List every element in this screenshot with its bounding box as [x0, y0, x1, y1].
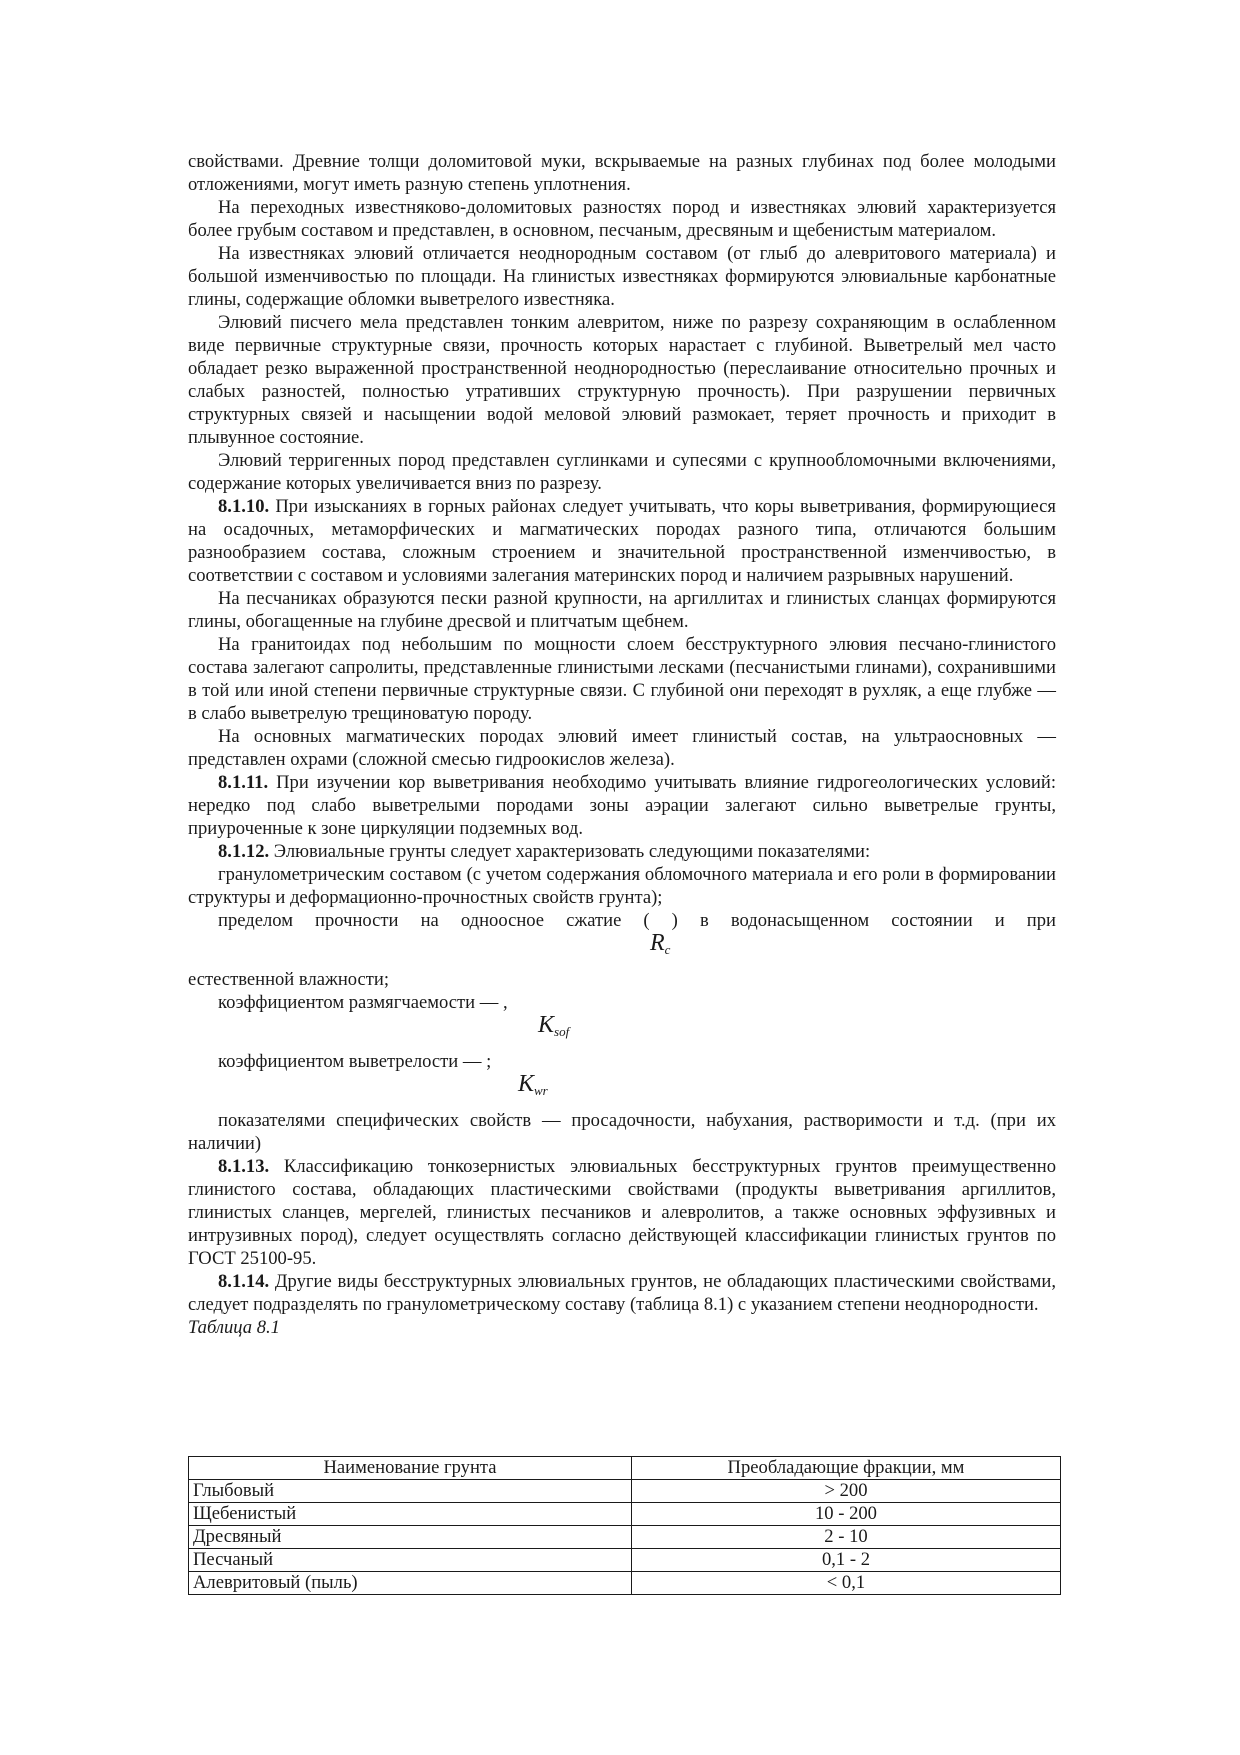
- table-row: [189, 1526, 1061, 1549]
- table-header: Преобладающие фракции, мм: [632, 1457, 1061, 1480]
- table-header: Наименование грунта: [189, 1457, 632, 1480]
- document-body: [188, 150, 1056, 1339]
- section-8-1-10: [188, 495, 1056, 587]
- table-cell: Дресвяный: [189, 1526, 632, 1549]
- formula-row: [188, 1014, 1056, 1050]
- formula-kwr: $K_{wr}$: [518, 1071, 548, 1098]
- table-cell: Алевритовый (пыль): [189, 1572, 632, 1595]
- paragraph: На переходных известняково-доломитовых разностях пород и известняках элювий характеризуется более грубым составом и представлен, в основном, песчаным, дресвяным и щебенистым материалом.: [188, 197, 1056, 241]
- section-8-1-13: [188, 1155, 1056, 1270]
- paragraph: показателями специфических свойств — просадочности, набухания, растворимости и т.д. (при их наличии): [188, 1110, 1056, 1154]
- fractions-table: [188, 1456, 1061, 1595]
- section-number: 8.1.10.: [218, 496, 270, 517]
- table-row: [189, 1503, 1061, 1526]
- paragraph: пределом прочности на одноосное сжатие ( ) в водонасыщенном состоянии и при: [218, 910, 1056, 931]
- section-number: 8.1.14.: [218, 1271, 270, 1292]
- table-row: [189, 1572, 1061, 1595]
- table-cell: 2 - 10: [632, 1526, 1061, 1549]
- table-cell: 10 - 200: [632, 1503, 1061, 1526]
- table-row: [189, 1480, 1061, 1503]
- table-cell: > 200: [632, 1480, 1061, 1503]
- section-8-1-11: [188, 771, 1056, 840]
- table-cell: Глыбовый: [189, 1480, 632, 1503]
- paragraph: гранулометрическим составом (с учетом содержания обломочного материала и его роли в формировании структуры и деформационно-прочностных свойств грунта);: [188, 864, 1056, 908]
- section-number: 8.1.13.: [218, 1156, 270, 1177]
- paragraph: На основных магматических породах элювий имеет глинистый состав, на ультраосновных — представлен охрами (сложной смесью гидроокислов железа).: [188, 726, 1056, 770]
- formula-row: [188, 1073, 1056, 1109]
- paragraph: свойствами. Древние толщи доломитовой муки, вскрываемые на разных глубинах под более молодыми отложениями, могут иметь разную степень уплотнения.: [188, 151, 1056, 195]
- formula-ksof: $K_{sof}$: [538, 1012, 570, 1039]
- section-number: 8.1.12.: [218, 841, 270, 862]
- paragraph: Элювий писчего мела представлен тонким алевритом, ниже по разрезу сохраняющим в ослабленном виде первичные структурные связи, прочность которых нарастает с глубиной. Выветрелый мел часто обладает резко выраженной пространственной неоднородностью (переслаивание относительно прочных и слабых разностей, полностью утративших структурную прочность). При разрушении первичных структурных связей и насыщении водой меловой элювий размокает, теряет прочность и приходит в плывунное состояние.: [188, 312, 1056, 448]
- section-8-1-14: [188, 1270, 1056, 1316]
- table-row: [189, 1549, 1061, 1572]
- paragraph: На гранитоидах под небольшим по мощности слоем бесструктурного элювия песчано-глинистого состава залегают сапролиты, представленные глинистыми лесками (песчанистыми глинами), сохранившими в той или иной степени первичные структурные связи. С глубиной они переходят в рухляк, а еще глубже — в слабо выветрелую трещиноватую породу.: [188, 634, 1056, 724]
- paragraph: На известняках элювий отличается неоднородным составом (от глыб до алевритового материала) и большой изменчивостью по площади. На глинистых известняках формируются элювиальные карбонатные глины, содержащие обломки выветрелого известняка.: [188, 243, 1056, 310]
- paragraph: На песчаниках образуются пески разной крупности, на аргиллитах и глинистых сланцах формируются глины, обогащенные на глубине дресвой и плитчатым щебнем.: [188, 588, 1056, 632]
- section-text: Классификацию тонкозернистых элювиальных бесструктурных грунтов преимущественно глинистого состава, обладающих пластическими свойствами (продукты выветривания аргиллитов, глинистых сланцев, мергелей, глинистых песчаников и алевролитов, а также основных эффузивных и интрузивных пород), следует осуществлять согласно действующей классификации глинистых грунтов по ГОСТ 25100-95.: [188, 1156, 1056, 1269]
- section-number: 8.1.11.: [218, 772, 269, 793]
- table-cell: 0,1 - 2: [632, 1549, 1061, 1572]
- formula-row: [188, 932, 1056, 968]
- paragraph: естественной влажности;: [188, 969, 390, 990]
- section-text: При изысканиях в горных районах следует учитывать, что коры выветривания, формирующиеся на осадочных, метаморфических и магматических породах разного типа, отличаются большим разнообразием состава, сложным строением и значительной пространственной изменчивостью, в соответствии с составом и условиями залегания материнских пород и наличием разрывных нарушений.: [188, 496, 1056, 586]
- formula-rc: $R_c$: [650, 930, 671, 957]
- table-cell: Песчаный: [189, 1549, 632, 1572]
- table-header-row: [189, 1457, 1061, 1480]
- table-cell: Щебенистый: [189, 1503, 632, 1526]
- section-8-1-12: [188, 840, 1056, 863]
- section-text: Другие виды бесструктурных элювиальных грунтов, не обладающих пластическими свойствами, следует подразделять по гранулометрическому составу (таблица 8.1) с указанием степени неоднородности.: [188, 1271, 1056, 1315]
- paragraph: коэффициентом размягчаемости — ,: [218, 992, 508, 1013]
- table-cell: < 0,1: [632, 1572, 1061, 1595]
- paragraph: коэффициентом выветрелости — ;: [218, 1051, 492, 1072]
- section-text: При изучении кор выветривания необходимо учитывать влияние гидрогеологических условий: нередко под слабо выветрелыми породами зоны аэрации залегают сильно выветрелые грунты, приуроченные к зоне циркуляции подземных вод.: [188, 772, 1056, 839]
- section-text: Элювиальные грунты следует характеризовать следующими показателями:: [269, 841, 871, 862]
- paragraph: Элювий терригенных пород представлен суглинками и супесями с крупнообломочными включениями, содержание которых увеличивается вниз по разрезу.: [188, 450, 1056, 494]
- table-caption: Таблица 8.1: [188, 1317, 280, 1338]
